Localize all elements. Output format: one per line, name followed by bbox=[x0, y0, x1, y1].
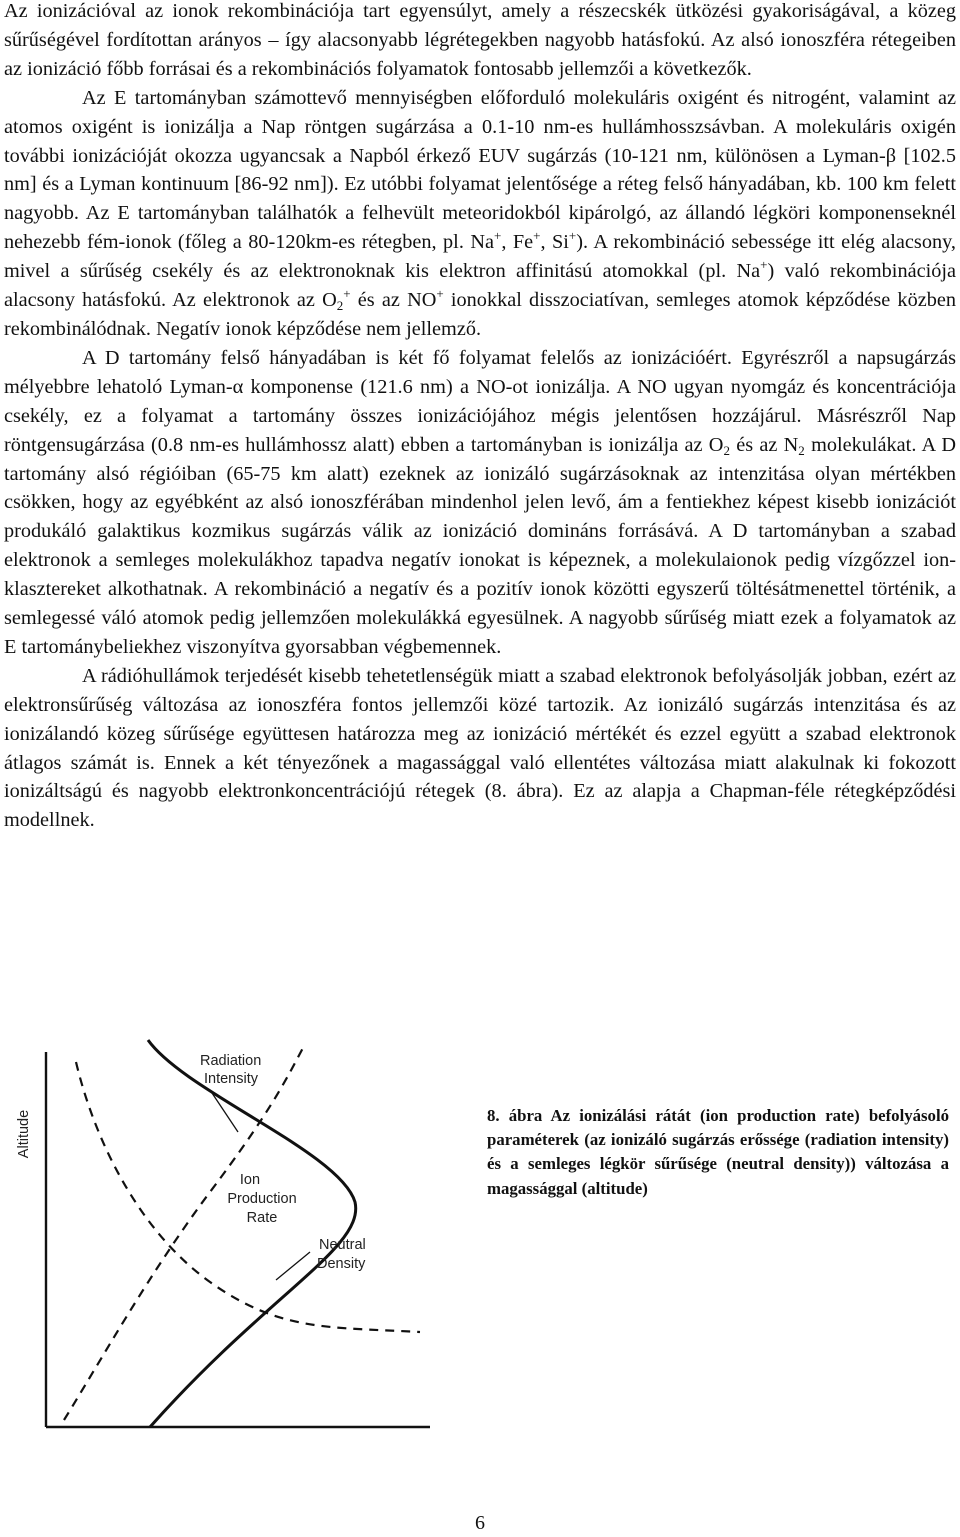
figure-caption: 8. ábra Az ionizálási rátát (ion production rate) befolyásoló paraméterek (az ionizáló sugárzás erőssége (radiation intensity) és a semleges légkör sűrűsége (neutral density)) változása a magassággal (altitude) bbox=[487, 1106, 949, 1198]
svg-text:Ion: Ion bbox=[239, 1172, 261, 1188]
paragraph-chapman: A rádióhullámok terjedését kisebb tehetetlenségük miatt a szabad elektronok befolyásolják jobban, ezért az elektronsűrűség változása az ionoszféra fontos jellemzői közé tartozik. Az ionizáló sugárzás intenzitása és az ionizálandó közeg sűrűsége együttesen határozza meg az ionizáció mértékét és ezzel együtt a szabad elektronok átlagos számát is. Ennek a két tényezőnek a magassággal való ellentétes változása miatt alakulnak ki fokozott ionizáltságú és nagyobb elektronkoncentrációjú rétegek (8. ábra). Ez az alapja a Chapman-féle rétegképződési modellnek. bbox=[4, 664, 956, 832]
label-radiation-intensity bbox=[200, 1053, 261, 1087]
svg-text:Density: Density bbox=[317, 1256, 366, 1272]
page-number: 6 bbox=[475, 1512, 485, 1534]
axis-label-altitude: Altitude bbox=[16, 1109, 32, 1159]
svg-text:Production: Production bbox=[227, 1191, 297, 1207]
svg-text:Radiation: Radiation bbox=[200, 1053, 262, 1069]
svg-text:Neutral: Neutral bbox=[319, 1237, 366, 1253]
chapman-figure bbox=[0, 1032, 470, 1452]
paragraph-intro: Az ionizációval az ionok rekombinációja tart egyensúlyt, amely a részecskék ütközési gyakoriságával, a közeg sűrűségével fordítottan arányos – így alacsonyabb légrétegekben nagyobb hatásfokú. Az alsó ionoszféra rétegeiben az ionizáció főbb forrásai és a rekombinációs folyamatok fontosabb jellemzői a következők. bbox=[4, 0, 956, 80]
radiation-intensity-curve bbox=[64, 1044, 305, 1420]
ion-production-curve bbox=[148, 1040, 356, 1427]
figure-drawing bbox=[0, 1032, 470, 1452]
leader-radiation bbox=[210, 1090, 238, 1132]
paragraph-e-region: Az E tartományban számottevő mennyiségben előforduló molekuláris oxigént és nitrogént, valamint az atomos oxigént is ionizálja a Nap röntgen sugárzása a 0.1-10 nm-es hullámhosszsávban. A molekuláris oxigén további ionizációját okozza ugyancsak a Napból érkező EUV sugárzás (10-121 nm, különösen a Lyman-β [102.5 nm] és a Lyman kontinuum [86-92 nm]). Ez utóbbi folyamat jelentősége a réteg felső hányadában, kb. 100 km felett nagyobb. Az E tartományban találhatók a felhevült meteoridokból kipárolgó, az állandó légköri komponenseknél nehezebb fém-ionok (főleg a 80-120km-es rétegben, pl. Na+, Fe+, Si+). A rekombináció sebessége itt elég alacsony, mivel a sűrűség csekély és az elektronoknak kis elektron affinitású atomokkal (pl. Na+) való rekombinációja alacsony hatásfokú. Az elektronok az $O_2^+$ és az NO+ ionokkal disszociatívan, semleges atomok képződése közben rekombinálódnak. Negatív ionok képződése nem jellemző. bbox=[4, 86, 956, 340]
svg-text:Intensity: Intensity bbox=[204, 1071, 258, 1087]
svg-text:Rate: Rate bbox=[246, 1210, 278, 1226]
label-ion-production-rate bbox=[227, 1172, 296, 1226]
body-text bbox=[4, 0, 956, 835]
label-neutral-density bbox=[317, 1237, 366, 1272]
paragraph-d-region: A D tartomány felső hányadában is két fő folyamat felelős az ionizációért. Egyrészről a napsugárzás mélyebbre lehatoló Lyman-α komponense (121.6 nm) a NO-ot ionizálja. A NO ugyan nyomgáz és koncentrációja csekély, ez a folyamat a tartomány összes ionizációjához mégis jelentősen hozzájárul. Másrészről Nap röntgensugárzása (0.8 nm-es hullámhossz alatt) ebben a tartományban is ionizálja az $O_2$ és az $N_2$ molekulákat. A D tartomány alsó régióiban (65-75 km alatt) ezeknek az ionizáló sugárzásoknak az intenzitása olyan mértékben csökken, hogy az egyébként az alsó ionoszférában mindenhol jelen levő, ám a fentiekhez képest kisebb ionizációt produkáló galaktikus kozmikus sugárzás válik az ionizáció domináns forrásává. A D tartományban a szabad elektronok a semleges molekulákhoz tapadva negatív ionokat is képeznek, a molekulaionok pedig vízgőzzel ion-klasztereket alkothatnak. A rekombináció a negatív és a pozitív ionok közötti egyszerű töltésátmenettel történik, a semlegessé váló atomok pedig jellemzően molekulákká egyesülnek. A nagyobb sűrűség miatt ezek a folyamatok az E tartománybeliekhez viszonyítva gyorsabban végbemennek. bbox=[4, 346, 956, 658]
